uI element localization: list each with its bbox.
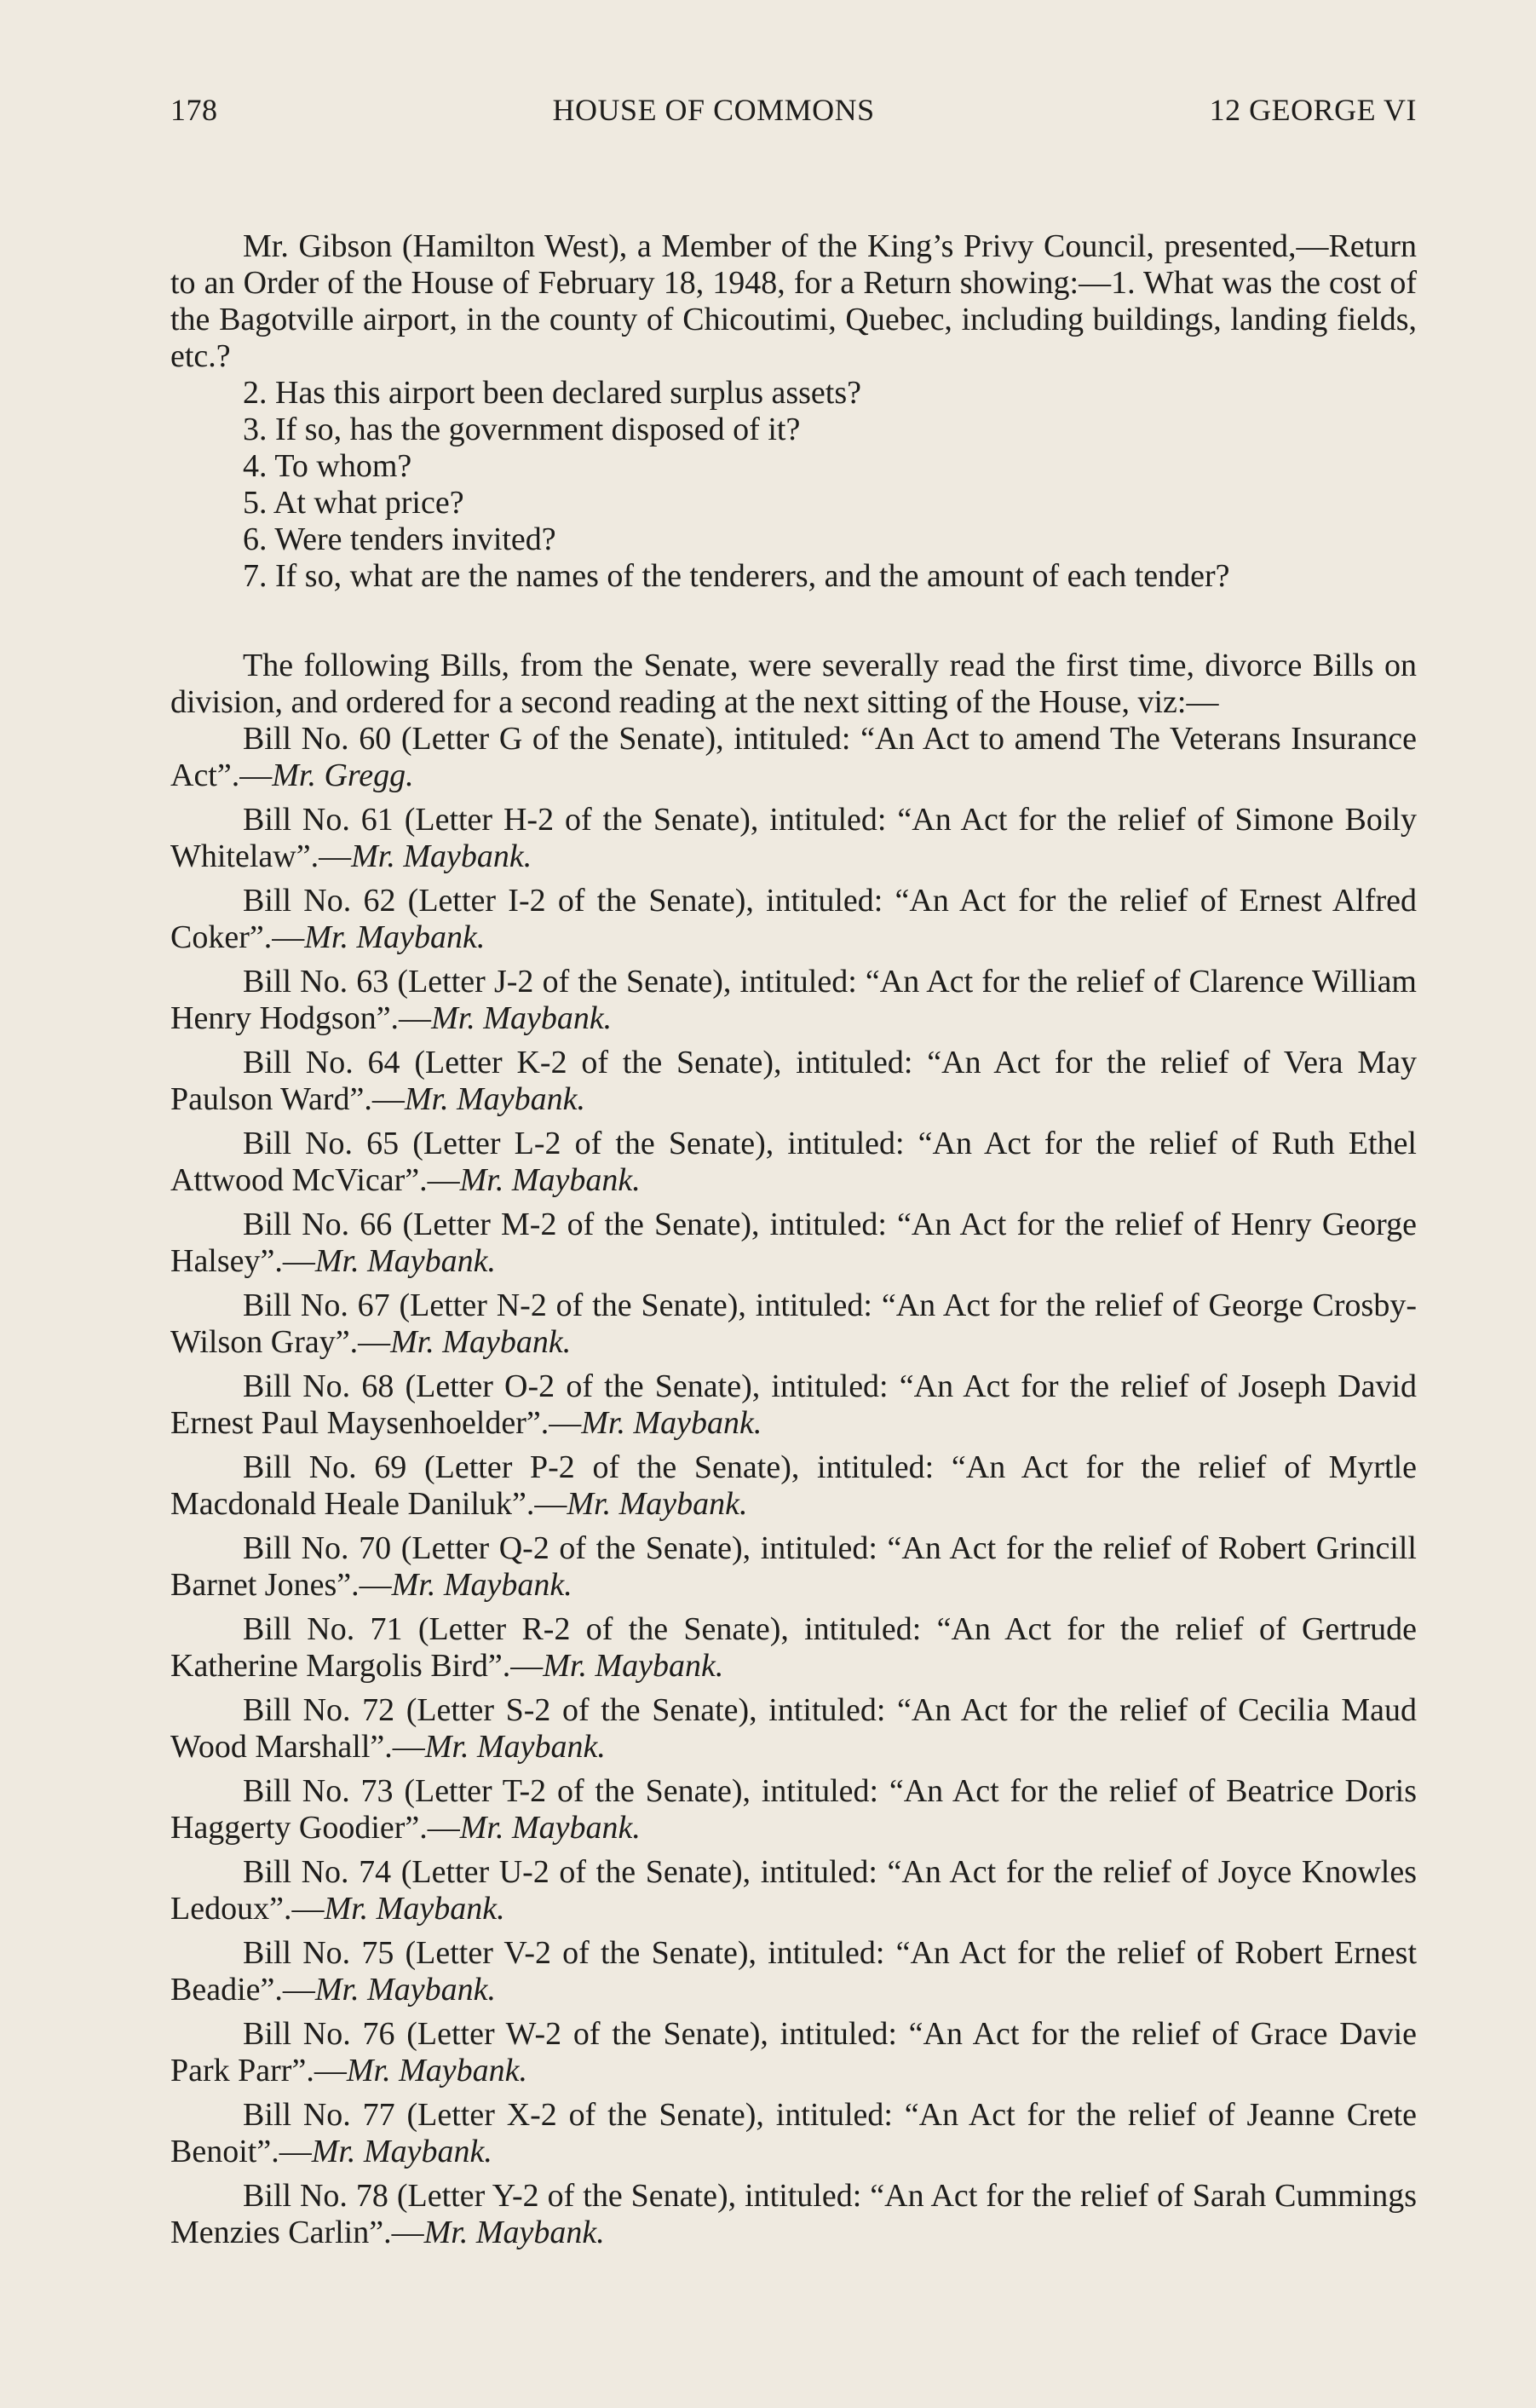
question-item: 5. At what price?	[243, 485, 464, 521]
bill-text: Bill No. 65 (Letter L-2 of the Senate), intituled: “An Act for the relief of Ruth Ethel Attwood McVicar”.—	[170, 1126, 1417, 1198]
bill-mover: Mr. Maybank.	[391, 1567, 572, 1603]
bill-mover: Mr. Maybank.	[431, 1000, 613, 1036]
bill-entry	[170, 1207, 1417, 1280]
bill-entry	[170, 1773, 1417, 1846]
bill-text: Bill No. 70 (Letter Q-2 of the Senate), intituled: “An Act for the relief of Robert Grincill Barnet Jones”.—	[170, 1530, 1417, 1603]
page-title: HOUSE OF COMMONS	[552, 93, 875, 127]
bill-text: Bill No. 60 (Letter G of the Senate), intituled: “An Act to amend The Veterans Insurance Act”.—	[170, 721, 1417, 793]
bill-entry	[170, 1854, 1417, 1927]
section-gap	[170, 595, 1417, 648]
bill-mover: Mr. Gregg.	[272, 758, 414, 793]
question-list	[170, 375, 1417, 595]
bill-entry	[170, 2178, 1417, 2251]
bill-text: Bill No. 74 (Letter U-2 of the Senate), intituled: “An Act for the relief of Joyce Knowles Ledoux”.—	[170, 1854, 1417, 1927]
bill-mover: Mr. Maybank.	[404, 1081, 585, 1117]
bill-mover: Mr. Maybank.	[314, 1243, 497, 1279]
bill-entry	[170, 1045, 1417, 1118]
bill-text: Bill No. 68 (Letter O-2 of the Senate), intituled: “An Act for the relief of Joseph David Ernest Paul Maysenhoelder”.—	[170, 1368, 1417, 1441]
bill-mover: Mr. Maybank.	[324, 1891, 505, 1927]
bill-mover: Mr. Maybank.	[581, 1405, 762, 1441]
return-paragraph: Mr. Gibson (Hamilton West), a Member of the King’s Privy Council, presented,—Return to an Order of the House of February 18, 1948, for a Return showing:—1. What was the cost of the Bagotville airport, in the county of Chicoutimi, Quebec, including buildings, landing fields, etc.?	[170, 228, 1417, 374]
bill-entry	[170, 964, 1417, 1037]
bill-text: Bill No. 75 (Letter V-2 of the Senate), intituled: “An Act for the relief of Robert Ernest Beadie”.—	[170, 1935, 1417, 2008]
bills-intro: The following Bills, from the Senate, were severally read the first time, divorce Bills on division, and ordered for a second reading at the next sitting of the House, viz:—	[170, 648, 1417, 720]
bill-text: Bill No. 73 (Letter T-2 of the Senate), intituled: “An Act for the relief of Beatrice Doris Haggerty Goodier”.—	[170, 1773, 1417, 1846]
bill-entry	[170, 1935, 1417, 2008]
bill-list	[170, 721, 1417, 2251]
bill-text: Bill No. 66 (Letter M-2 of the Senate), intituled: “An Act for the relief of Henry George Halsey”.—	[170, 1207, 1417, 1279]
bill-mover: Mr. Maybank.	[314, 1972, 496, 2008]
bill-entry	[170, 2097, 1417, 2170]
bill-entry	[170, 1611, 1417, 1685]
bill-entry	[170, 1692, 1417, 1766]
question-item: 7. If so, what are the names of the tenderers, and the amount of each tender?	[243, 558, 1230, 594]
bill-text: Bill No. 61 (Letter H-2 of the Senate), intituled: “An Act for the relief of Simone Boily Whitelaw”.—	[170, 802, 1417, 874]
bill-mover: Mr. Maybank.	[423, 2215, 605, 2250]
bill-text: Bill No. 63 (Letter J-2 of the Senate), intituled: “An Act for the relief of Clarence William Henry Hodgson”.—	[170, 964, 1417, 1036]
bill-mover: Mr. Maybank.	[424, 1729, 606, 1765]
bill-entry	[170, 1449, 1417, 1523]
bill-text: Bill No. 71 (Letter R-2 of the Senate), intituled: “An Act for the relief of Gertrude Katherine Margolis Bird”.—	[170, 1611, 1417, 1684]
bill-text: Bill No. 77 (Letter X-2 of the Senate), intituled: “An Act for the relief of Jeanne Crete Benoit”.—	[170, 2097, 1417, 2169]
bill-mover: Mr. Maybank.	[346, 2053, 527, 2088]
bill-text: Bill No. 64 (Letter K-2 of the Senate), intituled: “An Act for the relief of Vera May Paulson Ward”.—	[170, 1045, 1417, 1117]
page-number: 178	[170, 93, 218, 127]
question-item: 2. Has this airport been declared surplus assets?	[243, 375, 862, 411]
question-item: 3. If so, has the government disposed of it?	[243, 412, 801, 447]
bill-entry	[170, 883, 1417, 956]
bill-mover: Mr. Maybank.	[543, 1648, 724, 1684]
regnal-year: 12 GEORGE VI	[1209, 93, 1417, 127]
bill-mover: Mr. Maybank.	[304, 919, 486, 955]
bill-mover: Mr. Maybank.	[459, 1162, 641, 1198]
bill-mover: Mr. Maybank.	[567, 1486, 748, 1522]
page-body	[170, 228, 1417, 2251]
bill-mover: Mr. Maybank.	[390, 1324, 572, 1360]
bill-entry	[170, 1530, 1417, 1604]
bill-text: Bill No. 67 (Letter N-2 of the Senate), intituled: “An Act for the relief of George Crosby-Wilson Gray”.—	[170, 1288, 1417, 1360]
bill-mover: Mr. Maybank.	[351, 838, 532, 874]
bill-entry	[170, 1368, 1417, 1442]
bill-mover: Mr. Maybank.	[459, 1810, 641, 1846]
bill-entry	[170, 2016, 1417, 2089]
bill-entry	[170, 1288, 1417, 1361]
bill-entry	[170, 721, 1417, 794]
bill-mover: Mr. Maybank.	[311, 2134, 492, 2169]
question-item: 4. To whom?	[243, 448, 412, 484]
bill-text: Bill No. 78 (Letter Y-2 of the Senate), intituled: “An Act for the relief of Sarah Cummings Menzies Carlin”.—	[170, 2178, 1417, 2250]
bill-text: Bill No. 62 (Letter I-2 of the Senate), intituled: “An Act for the relief of Ernest Alfred Coker”.—	[170, 883, 1417, 955]
bill-text: Bill No. 72 (Letter S-2 of the Senate), intituled: “An Act for the relief of Cecilia Maud Wood Marshall”.—	[170, 1692, 1417, 1765]
bill-entry	[170, 1126, 1417, 1199]
bill-text: Bill No. 69 (Letter P-2 of the Senate), intituled: “An Act for the relief of Myrtle Macdonald Heale Daniluk”.—	[170, 1449, 1417, 1522]
bill-entry	[170, 802, 1417, 875]
bill-text: Bill No. 76 (Letter W-2 of the Senate), intituled: “An Act for the relief of Grace Davie Park Parr”.—	[170, 2016, 1417, 2088]
question-item: 6. Were tenders invited?	[243, 521, 556, 557]
running-head	[170, 92, 1417, 143]
